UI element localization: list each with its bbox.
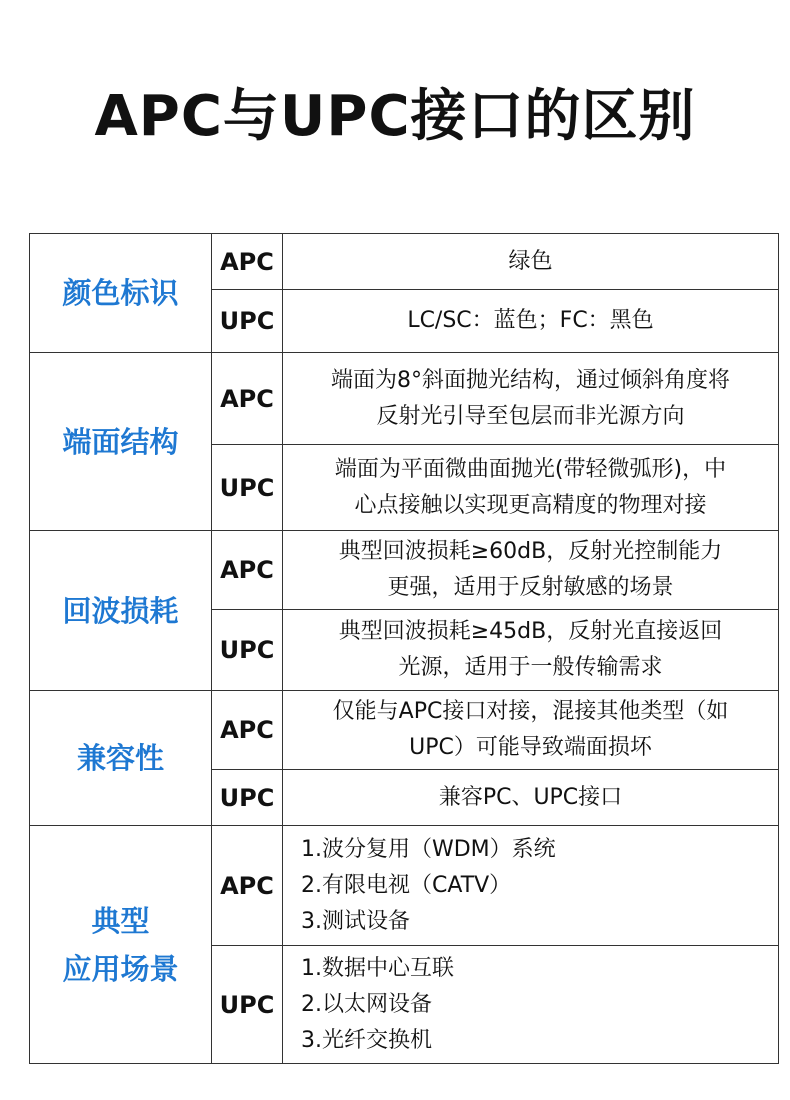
description-line: LC/SC：蓝色；FC：黑色	[407, 308, 654, 333]
description-cell	[283, 610, 779, 691]
description-cell	[283, 290, 779, 353]
list-item: 3.光纤交换机	[301, 1027, 432, 1053]
category-label: 端面结构	[62, 424, 179, 459]
table-row	[30, 691, 779, 770]
category-compatibility	[30, 691, 212, 826]
description-line: 绿色	[508, 248, 553, 274]
type-label-upc: UPC	[212, 946, 283, 1064]
description-cell	[283, 691, 779, 770]
type-label-upc: UPC	[212, 610, 283, 691]
list-item: 2.有限电视（CATV）	[301, 872, 512, 898]
category-label: 兼容性	[76, 741, 164, 775]
page-title: APC与UPC接口的区别	[94, 84, 696, 149]
category-label: 应用场景	[62, 951, 179, 986]
category-return-loss	[30, 531, 212, 691]
list-item: 1.数据中心互联	[301, 955, 454, 981]
type-label-apc: APC	[212, 234, 283, 290]
description-line: 典型回波损耗≥60dB，反射光控制能力	[338, 539, 723, 564]
type-label-upc: UPC	[212, 770, 283, 826]
description-line: 端面为8°斜面抛光结构，通过倾斜角度将	[331, 367, 730, 393]
description-line: 反射光引导至包层而非光源方向	[376, 403, 685, 429]
description-line: 端面为平面微曲面抛光(带轻微弧形)，中	[334, 456, 727, 482]
table-row	[30, 826, 779, 946]
description-line: 兼容PC、UPC接口	[438, 784, 623, 810]
description-cell	[283, 946, 779, 1064]
description-line: 典型回波损耗≥45dB，反射光直接返回	[338, 619, 723, 644]
table-row	[30, 234, 779, 290]
category-label: 回波损耗	[62, 593, 179, 628]
category-color-id	[30, 234, 212, 353]
table-row	[30, 353, 779, 445]
description-cell	[283, 826, 779, 946]
type-label-apc: APC	[212, 691, 283, 770]
description-line: 光源，适用于一般传输需求	[398, 655, 663, 680]
type-label-apc: APC	[212, 531, 283, 610]
type-label-apc: APC	[212, 826, 283, 946]
description-cell	[283, 445, 779, 531]
description-cell	[283, 234, 779, 290]
category-end-face	[30, 353, 212, 531]
description-line: 心点接触以实现更高精度的物理对接	[354, 492, 707, 518]
list-item: 3.测试设备	[301, 908, 410, 934]
type-label-apc: APC	[212, 353, 283, 445]
comparison-table	[29, 233, 779, 1064]
type-label-upc: UPC	[212, 445, 283, 531]
description-line: 更强，适用于反射敏感的场景	[387, 575, 674, 600]
table-row	[30, 531, 779, 610]
description-line: UPC）可能导致端面损坏	[409, 735, 652, 760]
category-label: 颜色标识	[62, 276, 179, 310]
list-item: 2.以太网设备	[301, 991, 432, 1017]
type-label-upc: UPC	[212, 290, 283, 353]
description-cell	[283, 353, 779, 445]
description-line: 仅能与APC接口对接，混接其他类型（如	[332, 699, 729, 724]
category-label: 典型	[91, 903, 150, 938]
category-applications	[30, 826, 212, 1064]
description-cell	[283, 531, 779, 610]
description-cell	[283, 770, 779, 826]
list-item: 1.波分复用（WDM）系统	[301, 836, 556, 862]
